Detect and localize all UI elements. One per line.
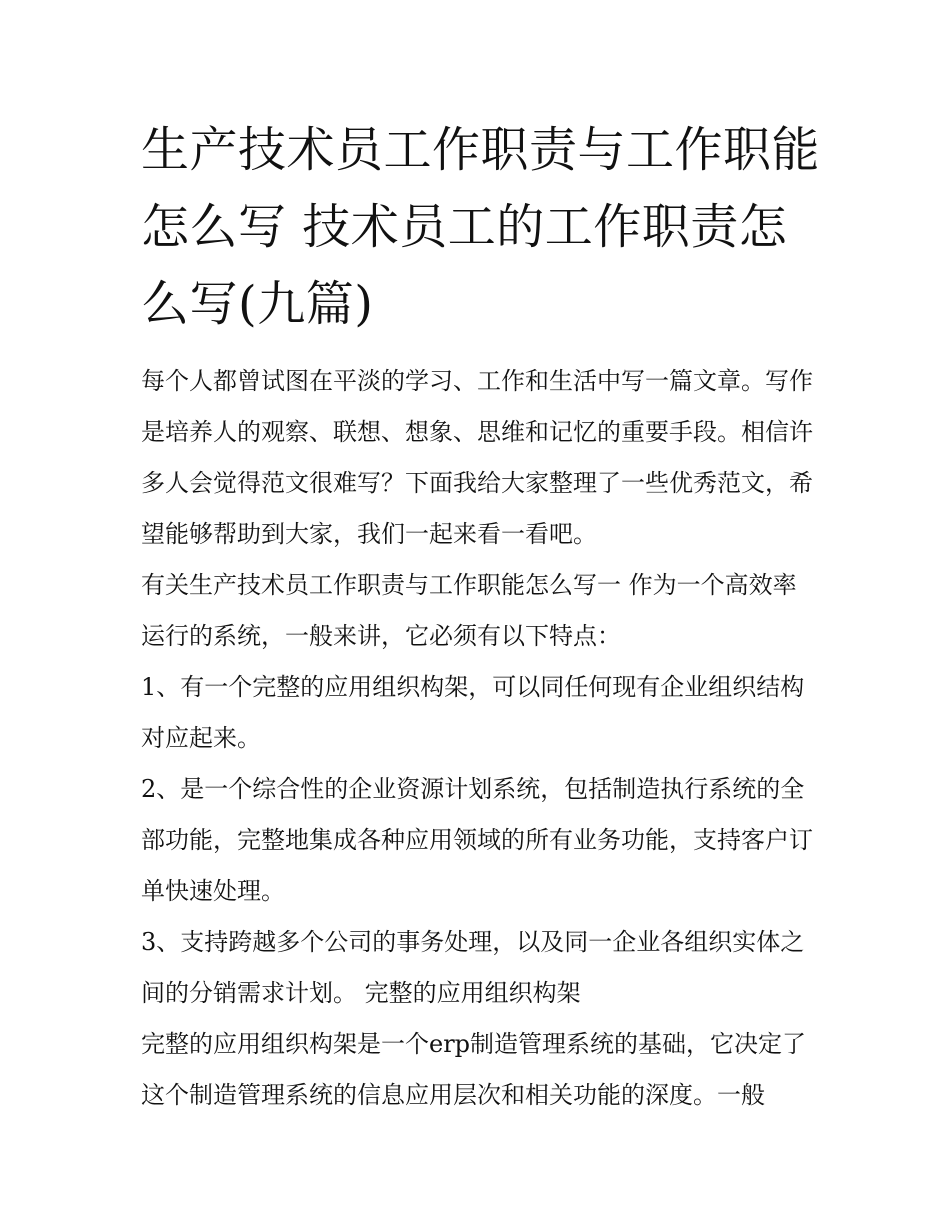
intro-paragraph: 每个人都曾试图在平淡的学习、工作和生活中写一篇文章。写作是培养人的观察、联想、想象、思维和记忆的重要手段。相信许多人会觉得范文很难写？下面我给大家整理了一些优秀范文，希望能够帮助到大家，我们一起来看一看吧。 (141, 367, 813, 548)
document-body (141, 356, 813, 1121)
list-item-3: 3、支持跨越多个公司的事务处理，以及同一企业各组织实体之间的分销需求计划。 完整的应用组织构架 (141, 928, 805, 1007)
document-title: 生产技术员工作职责与工作职能怎么写 技术员工的工作职责怎么写(九篇) (141, 122, 821, 332)
list-item-1: 1、有一个完整的应用组织构架，可以同任何现有企业组织结构对应起来。 (141, 673, 805, 752)
section-heading-paragraph: 有关生产技术员工作职责与工作职能怎么写一 作为一个高效率运行的系统，一般来讲，它必须有以下特点： (141, 571, 797, 650)
list-item-2: 2、是一个综合性的企业资源计划系统，包括制造执行系统的全部功能，完整地集成各种应用领域的所有业务功能，支持客户订单快速处理。 (141, 775, 813, 905)
body-paragraph: 完整的应用组织构架是一个erp制造管理系统的基础，它决定了这个制造管理系统的信息应用层次和相关功能的深度。一般 (141, 1030, 807, 1109)
